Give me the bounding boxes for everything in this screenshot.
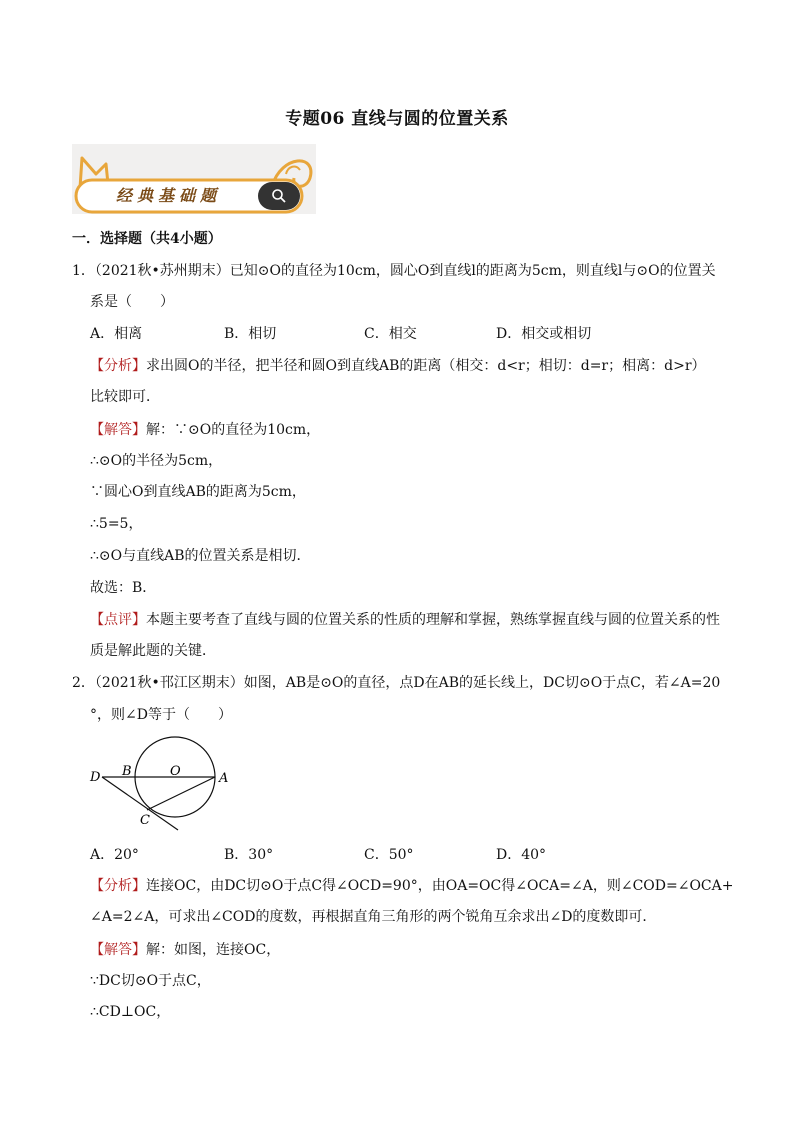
q1-stem-line2: 系是（ ） xyxy=(90,294,174,310)
q1-analysis-text1: 求出圆O的半径，把半径和圆O到直线AB的距离（相交：d<r；相切：d=r；相离：d>r） xyxy=(146,358,706,374)
q1-option-b: B．相切 xyxy=(224,326,277,342)
q1-option-a: A．相离 xyxy=(90,326,143,342)
q1-comment-line2: 质是解此题的关键． xyxy=(90,643,216,659)
q2-option-b: B．30° xyxy=(224,847,274,863)
q2-option-d: D．40° xyxy=(496,847,547,863)
q1-comment-text1: 本题主要考查了直线与圆的位置关系的性质的理解和掌握，熟练掌握直线与圆的位置关系的性 xyxy=(146,612,720,628)
q1-stem-line1: 1．（2021秋•苏州期末）已知⊙O的直径为10cm，圆心O到直线l的距离为5cm，则直线l与⊙O的位置关 xyxy=(72,263,716,279)
section-heading: 一．选择题（共4小题） xyxy=(72,231,222,247)
q2-analysis-line1 xyxy=(90,876,734,896)
q2-answer-text1: 解：如图，连接OC， xyxy=(146,942,281,958)
chord-ca xyxy=(147,777,215,810)
q2-option-a: A．20° xyxy=(90,847,139,863)
q1-answer-line2: ∴⊙O的半径为5cm， xyxy=(90,453,223,469)
q2-answer-line3: ∴CD⊥OC， xyxy=(90,1004,171,1020)
q2-analysis-tag: 【分析】 xyxy=(90,878,146,894)
q2-answer-line1 xyxy=(90,940,730,960)
q2-stem-line2: °，则∠D等于（ ） xyxy=(90,707,232,723)
q2-answer-tag: 【解答】 xyxy=(90,942,146,958)
label-c: C xyxy=(140,813,150,828)
q1-analysis-line1 xyxy=(90,356,730,376)
banner-label: 经典基础题 xyxy=(116,186,222,205)
q1-analysis-tag: 【分析】 xyxy=(90,358,146,374)
q1-answer-line3: ∵圆心O到直线AB的距离为5cm， xyxy=(90,484,306,500)
q2-stem-line1: 2．（2021秋•邗江区期末）如图，AB是⊙O的直径，点D在AB的延长线上，DC切⊙O于点C，若∠A=20 xyxy=(72,675,721,691)
q2-analysis-line2: ∠A=2∠A，可求出∠COD的度数，再根据直角三角形的两个锐角互余求出∠D的度数即可． xyxy=(90,909,657,925)
banner xyxy=(72,144,316,214)
q1-answer-text1: 解：∵⊙O的直径为10cm， xyxy=(146,422,321,438)
q1-option-d: D．相交或相切 xyxy=(496,326,592,342)
q2-geometry-figure xyxy=(86,732,236,832)
q1-choice: 故选：B． xyxy=(90,580,157,596)
q2-answer-line2: ∵DC切⊙O于点C， xyxy=(90,973,211,989)
label-b: B xyxy=(122,764,132,779)
q1-answer-tag: 【解答】 xyxy=(90,422,146,438)
q1-answer-line5: ∴⊙O与直线AB的位置关系是相切． xyxy=(90,548,311,564)
q2-option-c: C．50° xyxy=(364,847,414,863)
label-a: A xyxy=(219,771,229,786)
label-d: D xyxy=(90,770,101,785)
q1-comment-line1 xyxy=(90,610,730,630)
q1-option-c: C．相交 xyxy=(364,326,417,342)
search-icon xyxy=(271,188,287,204)
q1-comment-tag: 【点评】 xyxy=(90,612,146,628)
label-o: O xyxy=(170,764,181,779)
q1-analysis-line2: 比较即可． xyxy=(90,389,160,405)
q1-answer-line4: ∴5=5， xyxy=(90,516,143,532)
page-title: 专题06 直线与圆的位置关系 xyxy=(285,109,509,129)
q2-analysis-text1: 连接OC，由DC切⊙O于点C得∠OCD=90°，由OA=OC得∠OCA=∠A，则∠COD=∠OCA+ xyxy=(146,878,734,894)
q1-answer-line1 xyxy=(90,420,730,440)
